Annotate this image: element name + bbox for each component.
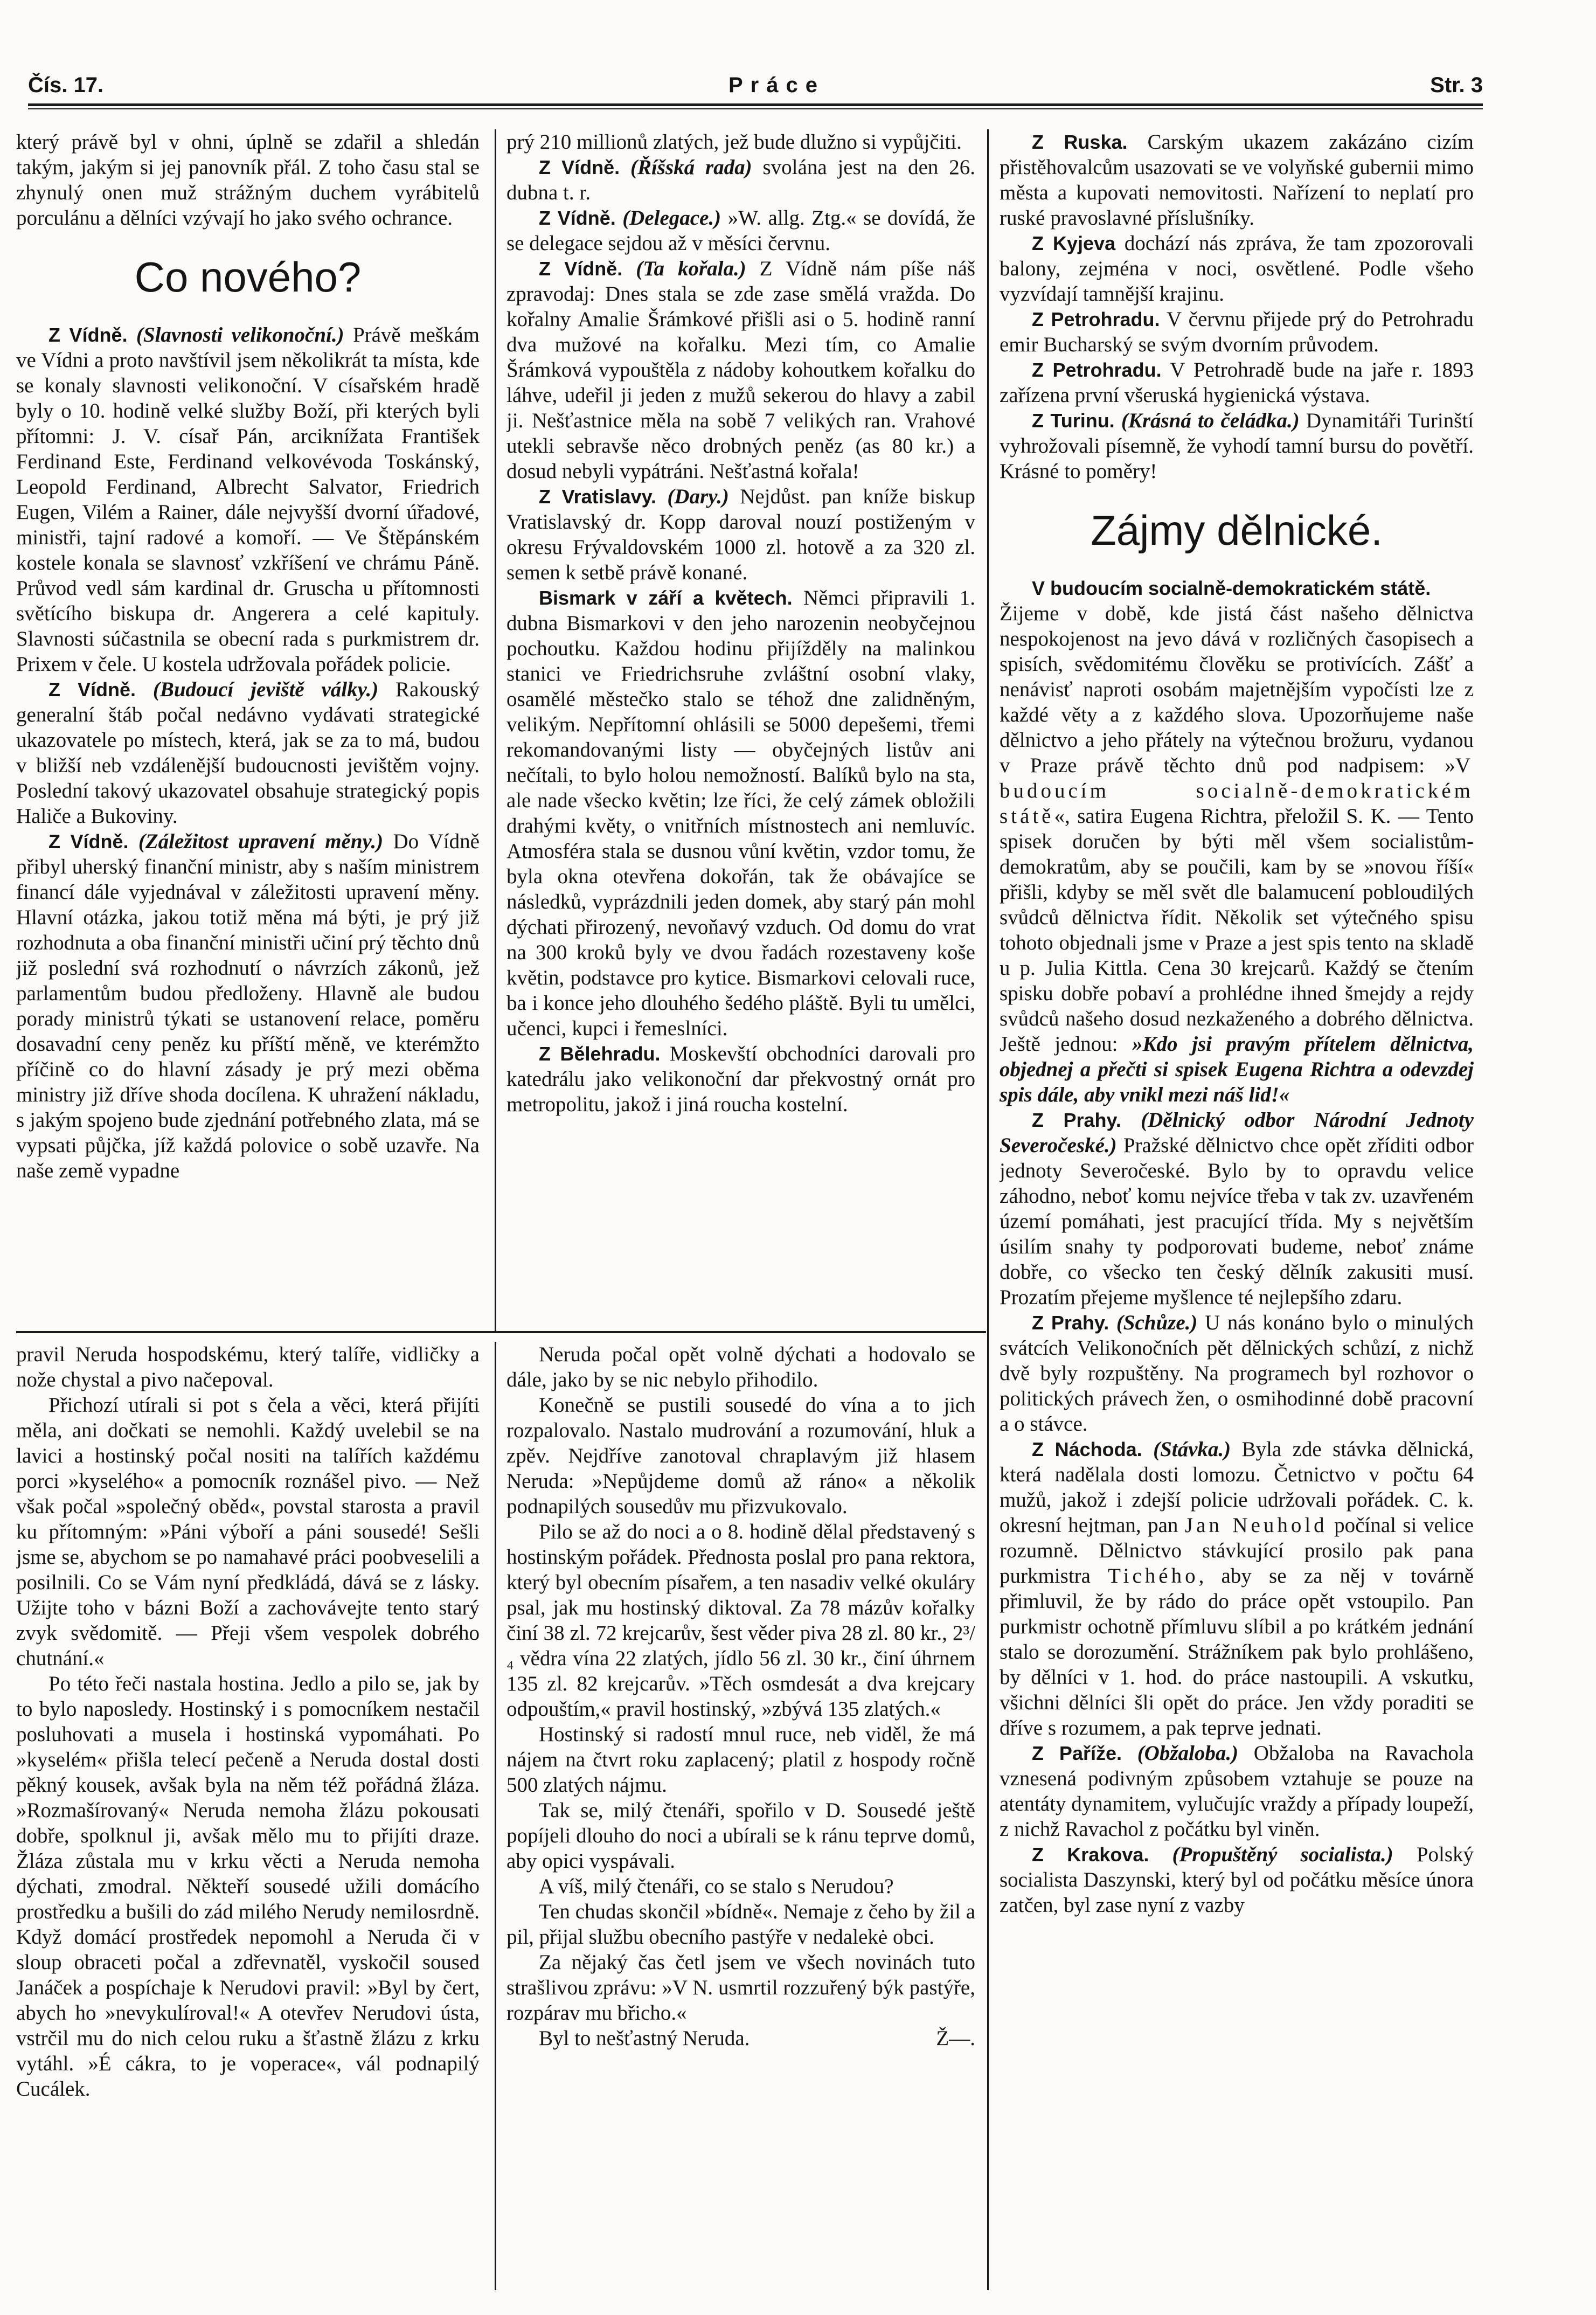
news-text: V červnu přijede prý do Petrohradu emir Bucharský se svým dvorním průvodem. xyxy=(1000,308,1474,356)
news-item xyxy=(16,322,480,677)
news-text: dochází nás zpráva, že tam zpozorovali balony, zejména v noci, osvětlené. Podle všeho vyzvídají tamnější krajinu. xyxy=(1000,232,1474,306)
news-text: svolána jest na den 26. dubna t. r. xyxy=(506,156,975,204)
feuilleton-paragraph: Neruda počal opět volně dýchati a hodovalo se dále, jako by se nic nebylo přihodilo. xyxy=(506,1343,975,1391)
news-subtitle: (Slavnosti velikonoční.) xyxy=(136,323,344,346)
feuilleton-paragraph: Po této řeči nastala hostina. Jedlo a pilo se, jak by to bylo naposledy. Hostinský i s pomocníkem nestačil posluhovati a musela i hostinská vypomáhati. Po »kyselém« přišla telecí pečeně a Neruda dostal dosti pěkný kousek, avšak byla na něm též pořádná žláza. »Rozmašírovaný« Neruda nemoha žlázu pokousati dobře, spolknul ji, avšak mělo mu to přijíti draze. Žláza zůstala mu v krku věcti a Neruda nemoha dýchati, zmodral. Někteří sousedé užili domácího prostředku a bušili do zád milého Nerudy nemilosrdně. Když domácí prostředek nepomohl a Neruda či v sloup obraceti počal a zdřevnatěl, vyskočil soused Janáček a pospíchaje k Nerudovi pravil: »Byl by čert, abych ho »nevykulíroval!« A otevřev Nerudovi ústa, vstrčil mu do nich celou ruku a šťastně žlázu z krku vytáhl. »É cákra, to je voperace«, vál podnapilý Cucálek. xyxy=(16,1672,480,2101)
news-text: Moskevští obchodníci darovali pro katedrálu jako velikonoční dar překvostný ornát pro metropolitu, jakož i jiná roucha kostelní. xyxy=(506,1042,975,1116)
feuilleton-left xyxy=(16,1342,480,2290)
news-text: Byla zde stávka dělnická, která nadělala dosti lomozu. Četnictvo v počtu 64 mužů, jakož i zdejší policie udržovali pořádek. C. k. okresní hejtman, pan xyxy=(1000,1438,1474,1537)
feuilleton-paragraph: Tak se, milý čtenáři, spořilo v D. Sousedé ještě popíjeli dlouho do noci a ubírali se k ránu teprve domů, aby opici vyspávali. xyxy=(506,1799,975,1873)
news-text: Nejdůst. pan kníže biskup Vratislavský dr. Kopp daroval nouzí postiženým v okresu Frývaldovském 1000 zl. hotově a za 320 zl. semen k setbě právě konané. xyxy=(506,485,975,584)
person-name: Tichého xyxy=(1108,1564,1199,1588)
header-rule-thin xyxy=(28,108,1483,109)
news-subtitle: (Stávka.) xyxy=(1153,1438,1231,1461)
news-dateline: Z Vídně. xyxy=(48,324,128,346)
news-dateline: Z Vratislavy. xyxy=(539,486,657,508)
news-dateline: Z Vídně. xyxy=(48,678,136,701)
news-item xyxy=(506,205,975,256)
running-header xyxy=(28,69,1483,101)
section-title: Zájmy dělnické. xyxy=(1091,507,1383,554)
news-dateline: Z Prahy. xyxy=(1032,1312,1109,1334)
section-title: Co nového? xyxy=(134,253,362,301)
article-continuation: který právě byl v ohni, úplně se zdařil a shledán takým, jakým si jej panovník přál. Z toho času stal se zhynulý onen muž strážným duchem vyrábitelů porculánu a dělníci vzývají ho jako svého ochrance. xyxy=(16,130,480,230)
masthead-title: Práce xyxy=(728,73,825,97)
news-item xyxy=(16,829,480,1183)
news-text: U nás konáno bylo o minulých svátcích Velikonočních pět dělnických schůzí, z nichž dvě byly rozpuštěny. Na programech byl rozhovor o politických právech žen, o osmihodinné době pracovní a o stávce. xyxy=(1000,1311,1474,1436)
header-rule xyxy=(28,103,1483,106)
column-3 xyxy=(1000,129,1474,2290)
article-heading: V budoucím socialně-demokratickém státě. xyxy=(1032,577,1431,599)
news-dateline: Z Petrohradu. xyxy=(1032,359,1162,381)
author-signature: Ž—. xyxy=(936,2027,975,2050)
news-item xyxy=(1000,231,1474,307)
news-text: Právě meškám ve Vídni a proto navštívil jsem několikrát ta místa, kde se konaly slavnosti velikonoční. V císařském hradě byly o 10. hodině velké služby Boží, při kterých byli přítomni: J. V. císař Pán, arciknížata František Ferdinand Este, Ferdinand velkovévoda Toskánský, Leopold Ferdinand, Albrecht Salvator, Friedrich Eugen, Vilém a Rainer, dále nejvyšší dvorní úřadové, ministři, tajní radové a komoří. — Ve Štěpánském kostele konala se slavnosť vzkříšení ve chrámu Páně. Průvod vedl sám kardinal dr. Gruscha u přítomnosti světícího biskupa dr. Angerera a celé kapituly. Slavnosti súčastnila se obecní rada s purkmistrem dr. Prixem v čele. U kostela udržovala pořádek policie. xyxy=(16,323,480,676)
news-item xyxy=(506,155,975,205)
news-text: Pražské dělnictvo chce opět zříditi odbor jednoty Severočeské. Bylo by to opravdu velice záhodno, neboť komu nejvíce třeba v tak zv. uzavřeném území pomáhati, jest pracující třída. My s největším úsilím snahy ty podporovati budeme, neboť známe dobře, co všecko ten český dělník zakusiti musí. Prozatím přejeme myšlence té nejlepšího zdaru. xyxy=(1000,1134,1474,1309)
feuilleton-paragraph: Ten chudas skončil »bídně«. Nemaje z čeho by žil a pil, přijal službu obecního pastýře v nedalekė obci. xyxy=(506,1900,975,1949)
news-item xyxy=(1000,1310,1474,1437)
news-item xyxy=(1000,357,1474,408)
news-subtitle: (Záležitost upravení měny.) xyxy=(138,830,384,853)
issue-number: Čís. 17. xyxy=(28,73,104,97)
person-name: Jan Neuhold xyxy=(1184,1514,1328,1537)
news-dateline: Z Petrohradu. xyxy=(1032,308,1160,330)
section-rule xyxy=(16,1331,986,1333)
news-text: počínal si velice rozumně. Dělnictvo stávkující prosilo pak pana purkmistra xyxy=(1000,1514,1474,1588)
news-text: »W. allg. Ztg.« se dovídá, že se delegace sejdou až v měsíci červnu. xyxy=(506,206,975,255)
news-item xyxy=(1000,307,1474,357)
news-subtitle: (Obžaloba.) xyxy=(1137,1742,1239,1765)
news-subtitle: (Delegace.) xyxy=(622,206,721,230)
news-subtitle: (Říšská rada) xyxy=(630,156,752,179)
news-dateline: Z Paříže. xyxy=(1032,1742,1122,1764)
news-dateline: Z Vídně. xyxy=(539,207,616,229)
news-subtitle: (Dary.) xyxy=(667,485,729,508)
news-item xyxy=(16,677,480,829)
news-dateline: Bismark v září a květech. xyxy=(539,587,793,609)
news-dateline: Z Vídně. xyxy=(48,830,129,852)
news-subtitle: (Propuštěný socialista.) xyxy=(1172,1843,1393,1866)
feuilleton-paragraph xyxy=(506,2026,975,2051)
news-text: Carským ukazem zakázáno cizím přistěhovalcům usazovati se ve volyňské gubernii mimo města a kupovati nemovitosti. Nařízení to neplatí pro ruské pravoslavné příslušníky. xyxy=(1000,130,1474,230)
column-divider xyxy=(987,129,989,2290)
news-item xyxy=(1000,129,1474,231)
news-item xyxy=(1000,1437,1474,1741)
news-subtitle: (Dělnický odbor Národní Jednoty Severočeské.) xyxy=(1000,1108,1474,1157)
book-title: V budoucím socialně-demokratickém státě xyxy=(1000,754,1474,828)
news-item xyxy=(1000,1107,1474,1310)
news-dateline: Z Ruska. xyxy=(1032,131,1128,153)
news-text: Z Vídně nám píše náš zpravodaj: Dnes stala se zde zase smělá vražda. Do kořalny Amalie Šrámkové přišli asi o 5. hodině ranní dva mužové na kořalku. Mezi tím, co Amalie Šrámková vypouštěla z nádoby kohoutkem kořalku do láhve, udeřil ji jeden z mužů sekerou do hlavy a zabil ji. Nešťastnice měla na sobě 7 velikých ran. Vrahové utekli sebravše něco drobných peněz (as 80 kr.) a dosud nebyli vypátráni. Nešťastná kořala! xyxy=(506,257,975,483)
news-item xyxy=(506,484,975,585)
news-text: Do Vídně přibyl uherský finanční ministr, aby s naším ministrem financí dále vyjednával v záležitosti upravení měny. Hlavní otázka, jakou totiž měna má býti, je prý již rozhodnuta a oba finanční ministři učiní prý těchto dnů již poslední svá rozhodnutí o návrzích zákonů, jež parlamentům budou předloženy. Hlavně ale budou porady ministrů týkati se ustanovení relace, poměru dosavadní ceny peněz ku příští měně, ve kterémžto příčině co do hlavní zásady je prý mezi oběma ministry již dříve shoda docílena. K uhražení nákladu, s jakým spojeno bude zjednání potřebného zlata, má se vypsati půjčka, jíž každá polovice o sobě uzavře. Na naše země vypadne xyxy=(16,830,480,1182)
news-subtitle: (Schůze.) xyxy=(1116,1311,1198,1334)
news-text: V Petrohradě bude na jaře r. 1893 zařízena první všeruská hygienická výstava. xyxy=(1000,358,1474,407)
news-item xyxy=(506,585,975,1041)
article-continuation: prý 210 millionů zlatých, jež bude dlužno si vypůjčiti. xyxy=(506,130,962,154)
news-subtitle: (Krásná to čeládka.) xyxy=(1121,409,1300,432)
column-divider xyxy=(495,1342,496,2290)
news-text: Dynamitáři Turinští vyhrožovali písemně, že vyhodí tamní bursu do povětří. Krásné to poměry! xyxy=(1000,409,1474,483)
closing-line: Byl to nešťastný Neruda. xyxy=(539,2027,750,2050)
news-text: , aby se za něj v továrně přimluvil, že by rádo do práce opět vstoupilo. Pan purkmistr ochotně přímluvu slíbil a po krátkém jednání stalo se dorozumění. Strážníkem pak bylo prohlášeno, by dělníci v 1. hod. do práce nastoupili. A vskutku, všichni dělníci šli opět do práce. Jen vždy poraditi se dříve s rozumem, a pak teprve jednati. xyxy=(1000,1564,1474,1739)
column-2 xyxy=(506,129,975,1326)
news-subtitle: (Ta kořala.) xyxy=(636,257,746,280)
news-text: Polský socialista Daszynski, který byl od počátku měsíce února zatčen, byl zase nyní z vazby xyxy=(1000,1843,1474,1917)
news-dateline: Z Náchoda. xyxy=(1032,1438,1142,1460)
feuilleton-paragraph: Za nějaký čas četl jsem ve všech novinách tuto strašlivou zprávu: »V N. usmrtil rozzuřený býk pastýře, rozpárav mu břicho.« xyxy=(506,1951,975,2025)
feuilleton-paragraph: A víš, milý čtenáři, co se stalo s Nerudou? xyxy=(539,1875,894,1898)
feuilleton-middle xyxy=(506,1342,975,2290)
feuilleton-paragraph: Hostinský si radostí mnul ruce, neb viděl, že má nájem na čtvrt roku zaplacený; platil z hospody ročně 500 zlatých nájmu. xyxy=(506,1723,975,1797)
news-item xyxy=(1000,408,1474,484)
news-dateline: Z Bělehradu. xyxy=(539,1043,661,1065)
appeal-text: »Kdo jsi pravým přítelem dělnictva, objednej a přečti si spisek Eugena Richtra a odevzdej spis dále, aby vnikl mezi náš lid!« xyxy=(1000,1032,1474,1106)
news-dateline: Z Krakova. xyxy=(1032,1843,1149,1866)
news-dateline: Z Kyjeva xyxy=(1032,232,1116,254)
news-item xyxy=(506,1041,975,1117)
article-body xyxy=(1000,601,1474,1107)
news-item xyxy=(506,256,975,484)
news-dateline: Z Turinu. xyxy=(1032,410,1115,432)
feuilleton-paragraph: Přichozí utírali si pot s čela a věci, která přijíti měla, ani dočkati se nemohli. Každý uvelebil se na lavici a hostinský počal nositi na talířích každému porci »kyselého« a pomocník roznášel pivo. — Než však počal »společný oběd«, povstal starosta a pravil ku přítomným: »Páni výboří a páni sousedé! Sešli jsme se, abychom se po namahavé práci poobveselili a posilnili. Co se Vám nyní předkládá, dává se z lásky. Užijte toho v bázni Boží a zachovávejte tento starý zvyk svědomitě. — Přeji všem vespolek dobrého chutnání.« xyxy=(16,1394,480,1670)
feuilleton-paragraph: Pilo se až do noci a o 8. hodině dělal představený s hostinským pořádek. Přednosta poslal pro pana rektora, který byl obecním písařem, a ten nasadiv velké okuláry psal, jak mu hostinský diktoval. Za 78 mázův kořalky činí 38 zl. 72 krejcarův, šest věder piva 28 zl. 80 kr., 2³/₄ vědra vína 22 zlatých, jídlo 56 zl. 30 kr., činí úhrnem 135 zl. 82 krejcarův. »Těch osmdesát a dva krejcary odpouštím,« pravil hostinský, »zbývá 135 zlatých.« xyxy=(506,1520,975,1721)
feuilleton-paragraph: pravil Neruda hospodskému, který talíře, vidličky a nože chystal a pivo načepoval. xyxy=(16,1343,480,1391)
news-subtitle: (Budoucí jeviště války.) xyxy=(152,678,379,701)
news-text: Němci připravili 1. dubna Bismarkovi v den jeho narozenin neobyčejnou pochoutku. Každou hodinu přijížděly na malinkou stanici ve Friedrichsruhe zvláštní osobní vlaky, osamělé městečko stalo se téhož dne zalidněným, velikým. Nepřítomní ohlásili se 5000 depešemi, třemi rekomandovanými listy — obyčejných listův ani nečítali, to bylo holou nemožností. Balíků bylo na sta, ale nade všecko květin; lze říci, že celý zámek obložili drahými květy, o vnitřních místnostech ani nemluvíc. Atmosféra stala se dusnou vůní květin, vzdor tomu, že byla okna otevřena dokořán, tak že obávajíce se následků, vyprázdnili jeden domek, aby starý pán mohl dýchati přirozený, nevoňavý vzduch. Od domu do vrat na 300 kroků byly ve dvou řadách rozestaveny koše květin, podstavce pro kytice. Bismarkovi celovali ruce, ba i konce jeho dlouhého šedého pláště. Byli tu umělci, učenci, kupci i řemeslníci. xyxy=(506,586,975,1040)
news-item xyxy=(1000,1741,1474,1842)
news-item xyxy=(1000,1842,1474,1918)
page-number: Str. 3 xyxy=(1430,73,1483,97)
feuilleton-paragraph: Konečně se pustili sousedé do vína a to jich rozpalovalo. Nastalo mudrování a rozumování, hluk a zpěv. Nejdříve zanotoval chraplavým již hlasem Neruda: »Nepůjdeme domů až ráno« a několik podnapilých sousedův mu přizvukovalo. xyxy=(506,1394,975,1518)
news-dateline: Z Prahy. xyxy=(1032,1109,1121,1131)
news-text: Rakouský generalní štáb počal nedávno vydávati strategické ukazovatele po místech, která, jak se za to má, budou v bližší neb vzdálenější budoucnosti jevištěm vojny. Poslední takový ukazovatel obsahuje strategický popis Haliče a Bukoviny. xyxy=(16,678,480,828)
news-dateline: Z Vídně. xyxy=(539,258,623,280)
article-text: «, satira Eugena Richtra, přeložil S. K. — Tento spisek doručen by býti měl všem socialistům-demokratům, aby se poučili, kam by se »novou říší« přišli, kdyby se měl svět dle balamucení pobloudilých svůdců dělnictva řídit. Několik set výtečného spisu tohoto objednali jsme v Praze a jest spis tento na skladě u p. Julia Kittla. Cena 30 krejcarů. Každý se čtením spisku dobře pobaví a prohlédne ihned šmejdy a rejdy svůdců našeho dosud nezkaženého a dobrého dělnictva. Ještě jednou: xyxy=(1000,805,1474,1056)
news-dateline: Z Vídně. xyxy=(539,156,620,178)
column-1 xyxy=(16,129,480,1326)
column-divider xyxy=(495,129,496,1331)
article-text: Žijeme v době, kde jistá část našeho dělnictva nespokojenost na jevo dává v rozličných časopisech a spisích, svědomitému člověku se protivících. Zášť a nenávisť naproti osobám majetnějším vypočísti lze z každé věty a z každého slova. Upozorňujeme naše dělnictvo a jeho přátely na výtečnou brožuru, vydanou v Praze právě těchto dnů pod nadpisem: » xyxy=(1000,602,1474,777)
news-text: Obžaloba na Ravachola vznesená podivným způsobem vztahuje se pouze na atentáty dynamitem, vylučujíc vraždy a případy loupeží, z nichž Ravachol z počátku byl viněn. xyxy=(1000,1742,1474,1841)
